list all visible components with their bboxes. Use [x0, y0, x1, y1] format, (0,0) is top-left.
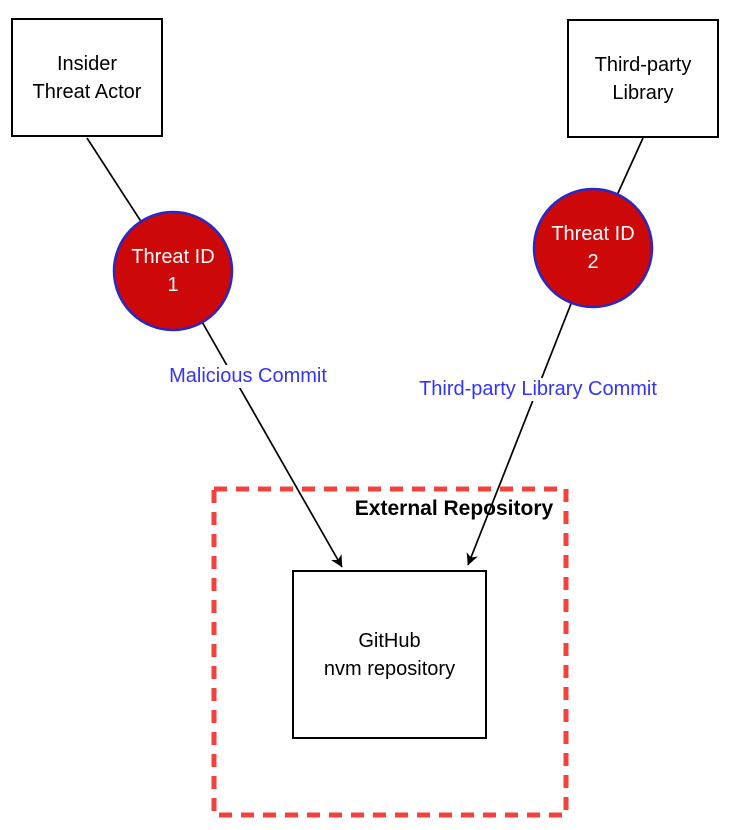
threat-1-circle: [114, 212, 232, 330]
node-github-nvm-repository-line1: GitHub: [358, 629, 421, 652]
node-third-party-library-line1: Third-party: [594, 53, 692, 76]
node-third-party-library: [567, 19, 719, 138]
threat-2-circle: [534, 189, 652, 307]
node-insider-threat-actor-line1: Insider: [56, 52, 118, 75]
node-third-party-library-line2: Library: [612, 81, 674, 104]
threat-2-label-line2: 2: [587, 251, 599, 273]
node-insider-threat-actor-line2: Threat Actor: [32, 80, 142, 103]
threat-1-label-line1: Threat ID: [131, 246, 215, 268]
node-insider-threat-actor: [11, 18, 163, 137]
threat-2-label-line1: Threat ID: [551, 223, 635, 245]
node-github-nvm-repository-line2: nvm repository: [323, 657, 456, 680]
threat-1-label-line2: 1: [167, 274, 179, 296]
node-github-nvm-repository: [292, 570, 487, 739]
edge-label-malicious-commit: Malicious Commit: [156, 365, 340, 388]
edge-label-third-party-library-commit: Third-party Library Commit: [402, 378, 674, 401]
external-repository-label: External Repository: [354, 497, 554, 520]
